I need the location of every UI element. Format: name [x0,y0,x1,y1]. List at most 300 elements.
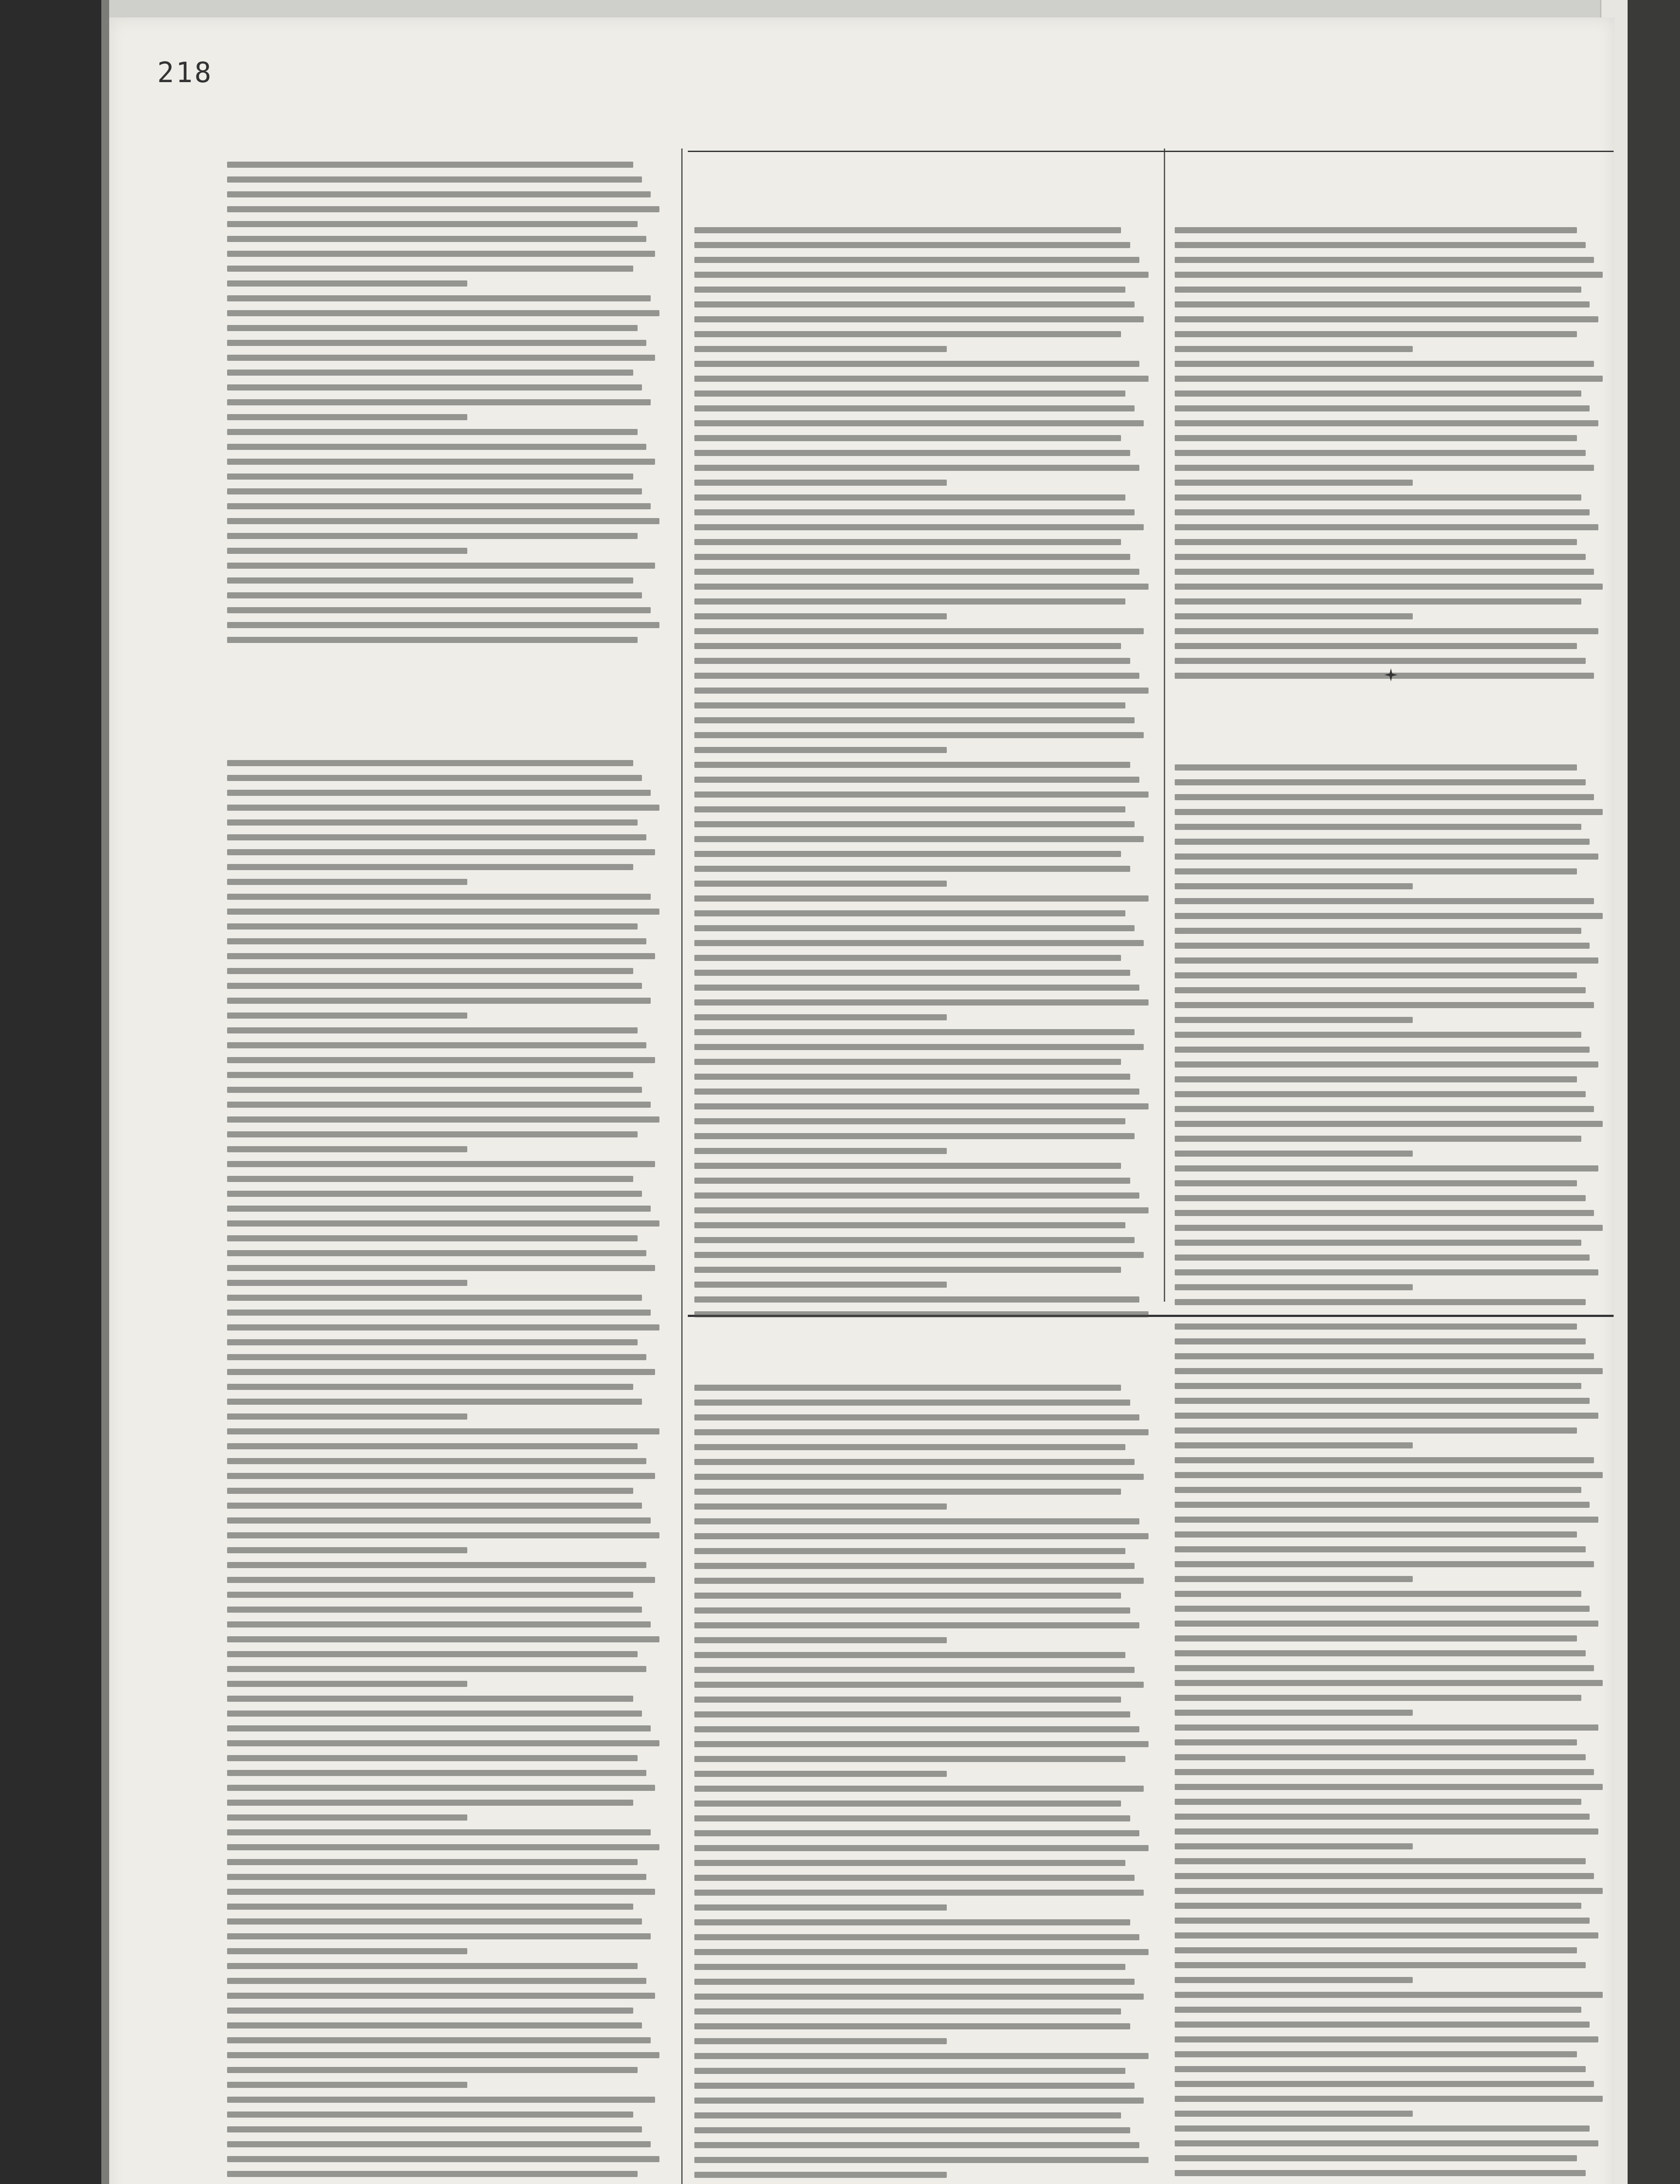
text-line-placeholder [1175,1517,1598,1523]
text-line-placeholder [1175,2022,1590,2028]
text-line-placeholder [694,346,947,352]
text-line-placeholder [227,1369,655,1375]
text-line-placeholder [1175,584,1603,590]
text-line-placeholder [1175,1932,1598,1939]
text-line-placeholder [694,1222,1125,1228]
text-line-placeholder [227,162,633,168]
text-line-placeholder [1175,361,1594,367]
text-line-placeholder [227,909,659,915]
text-line-placeholder [1175,1427,1577,1434]
text-line-placeholder [694,1741,1149,1747]
text-line-placeholder [1175,987,1586,993]
text-line-placeholder [694,465,1139,471]
text-line-placeholder [227,1399,642,1405]
text-line-placeholder [1175,2111,1413,2117]
text-line-placeholder [1175,839,1590,845]
text-line-placeholder [1175,1413,1598,1419]
text-line-placeholder [227,819,638,826]
text-line-placeholder [1175,1828,1598,1835]
text-line-placeholder [1175,316,1598,322]
text-line-placeholder [1175,272,1603,278]
text-line-placeholder [227,1562,646,1568]
text-line-placeholder [694,2068,1125,2074]
text-line-placeholder [227,790,651,796]
text-line-placeholder [694,955,1121,961]
text-line-placeholder [1175,1784,1603,1790]
text-line-placeholder [1175,450,1586,456]
text-line-placeholder [227,1458,646,1464]
text-line-placeholder [227,1220,659,1227]
text-line-placeholder [1175,1502,1590,1508]
text-line-placeholder [227,1651,638,1657]
text-line-placeholder [227,1384,633,1390]
text-line-placeholder [1175,1136,1581,1142]
text-line-placeholder [1175,809,1603,815]
text-line-placeholder [1175,2051,1577,2057]
text-line-placeholder [227,805,659,811]
text-line-placeholder [227,1933,651,1939]
text-line-placeholder [694,1444,1125,1450]
text-line-placeholder [694,1133,1135,1139]
text-line-placeholder [694,480,947,486]
text-line-placeholder [1175,1635,1577,1641]
text-line-placeholder [694,688,1149,694]
text-line-placeholder [1175,779,1586,785]
text-line-placeholder [694,1697,1121,1703]
text-line-placeholder [1175,1121,1603,1127]
text-line-placeholder [694,777,1139,783]
text-line-placeholder [694,1652,1125,1658]
text-line-placeholder [694,2172,947,2178]
text-line-placeholder [1175,1576,1413,1582]
text-line-placeholder [1175,242,1586,248]
text-line-placeholder [694,1429,1149,1435]
text-line-placeholder [1175,854,1598,860]
text-line-placeholder [227,251,655,257]
text-line-placeholder [227,2067,638,2073]
text-line-placeholder [227,1503,642,1509]
text-line-placeholder [227,607,651,613]
scan-binding-edge [101,0,109,2184]
text-line-placeholder [694,2157,1149,2163]
text-line-placeholder [694,435,1121,441]
text-line-placeholder [227,370,633,376]
text-line-placeholder [694,613,947,619]
text-line-placeholder [227,1621,651,1628]
text-line-placeholder [227,1265,655,1271]
text-line-placeholder [1175,943,1590,949]
column-rule-left [681,149,683,2184]
text-line-placeholder [227,1829,651,1835]
text-line-placeholder [1175,376,1603,382]
text-line-placeholder [694,1503,947,1510]
text-line-placeholder [1175,957,1598,964]
text-line-placeholder [694,361,1139,367]
text-line-placeholder [227,1413,467,1420]
text-line-placeholder [1175,1769,1594,1775]
text-line-placeholder [227,760,633,766]
text-line-placeholder [1175,1739,1577,1745]
text-line-placeholder [1175,883,1413,889]
text-line-placeholder [227,592,642,598]
text-line-placeholder [1175,1254,1590,1261]
text-line-placeholder [1175,1240,1581,1246]
text-line-placeholder [694,2008,1121,2015]
text-line-placeholder [694,1029,1135,1035]
text-line-placeholder [227,1042,646,1048]
text-line-placeholder [694,1237,1135,1243]
text-line-placeholder [694,702,1125,708]
text-line-placeholder [694,509,1135,515]
text-line-placeholder [1175,1195,1586,1201]
section-rule-top [688,151,1614,152]
text-line-placeholder [227,1027,638,1033]
article-pferd-body-right [1175,227,1607,688]
text-line-placeholder [1175,1269,1598,1275]
text-line-placeholder [1175,390,1581,397]
text-line-placeholder [694,494,1125,501]
article-obstbau-body [227,760,664,2184]
text-line-placeholder [1175,405,1590,411]
text-line-placeholder [1175,824,1581,830]
text-line-placeholder [227,1206,651,1212]
text-line-placeholder [1175,1353,1594,1359]
text-line-placeholder [227,1295,642,1301]
text-line-placeholder [227,2037,651,2043]
text-line-placeholder [1175,2081,1594,2087]
text-line-placeholder [227,637,638,643]
text-line-placeholder [227,938,646,944]
text-line-placeholder [694,405,1135,411]
text-line-placeholder [227,1607,642,1613]
article-stickstoff-body-left [694,1385,1153,2184]
text-line-placeholder [1175,1992,1603,1998]
text-line-placeholder [694,1578,1144,1584]
text-line-placeholder [694,643,1121,649]
text-line-placeholder [694,1845,1149,1851]
text-line-placeholder [694,1282,947,1288]
text-line-placeholder [694,1163,1121,1169]
text-line-placeholder [227,399,651,405]
text-line-placeholder [1175,1284,1413,1290]
text-line-placeholder [694,554,1130,560]
text-line-placeholder [1175,480,1413,486]
text-line-placeholder [1175,1338,1586,1344]
text-line-placeholder [1175,1457,1594,1463]
text-line-placeholder [694,1622,1139,1628]
text-line-placeholder [1175,1799,1581,1805]
text-line-placeholder [694,420,1144,426]
text-line-placeholder [694,1252,1144,1258]
text-line-placeholder [694,227,1121,233]
text-line-placeholder [227,1428,659,1434]
text-line-placeholder [1175,1442,1413,1448]
text-line-placeholder [227,1161,655,1167]
text-line-placeholder [1175,1843,1413,1849]
text-line-placeholder [227,1592,633,1598]
text-line-placeholder [1175,1546,1586,1552]
text-line-placeholder [1175,1531,1577,1538]
text-line-placeholder [227,1889,655,1895]
text-line-placeholder [1175,658,1586,664]
text-line-placeholder [694,732,1144,738]
text-line-placeholder [694,925,1135,931]
text-line-placeholder [227,1963,638,1969]
text-line-placeholder [1175,1754,1586,1760]
text-line-placeholder [1175,1165,1598,1171]
text-line-placeholder [227,488,642,494]
text-line-placeholder [1175,331,1577,337]
text-line-placeholder [227,1725,651,1731]
text-line-placeholder [694,1593,1121,1599]
text-line-placeholder [227,236,646,242]
text-line-placeholder [227,1859,638,1865]
text-line-placeholder [1175,465,1594,471]
text-line-placeholder [1175,257,1594,263]
text-line-placeholder [227,1354,646,1360]
text-line-placeholder [694,1979,1135,1985]
text-line-placeholder [227,1532,659,1538]
text-line-placeholder [1175,1873,1594,1879]
text-line-placeholder [227,1339,638,1345]
text-line-placeholder [1175,1918,1590,1924]
text-line-placeholder [694,1682,1144,1688]
text-line-placeholder [694,1637,947,1643]
text-line-placeholder [227,1310,651,1316]
article-studienreisen-body [1175,764,1607,1314]
text-line-placeholder [1175,1814,1590,1820]
text-line-placeholder [227,1918,642,1925]
text-line-placeholder [694,1074,1130,1080]
text-line-placeholder [227,1696,633,1702]
text-line-placeholder [227,295,651,301]
text-line-placeholder [694,1148,947,1154]
text-line-placeholder [694,821,1135,827]
text-line-placeholder [1175,1903,1581,1909]
text-line-placeholder [227,1191,642,1197]
text-line-placeholder [227,834,646,840]
text-line-placeholder [1175,227,1577,233]
text-line-placeholder [227,1176,633,1182]
text-line-placeholder [227,1785,655,1791]
text-line-placeholder [694,1904,947,1911]
text-line-placeholder [227,325,638,331]
text-line-placeholder [227,429,638,435]
text-line-placeholder [1175,1151,1413,1157]
text-line-placeholder [227,1131,638,1137]
text-line-placeholder [694,673,1139,679]
text-line-placeholder [1175,509,1590,515]
text-line-placeholder [694,1934,1139,1940]
text-line-placeholder [694,1860,1125,1866]
text-line-placeholder [694,1949,1149,1955]
text-line-placeholder [227,1473,655,1479]
text-line-placeholder [1175,2170,1586,2176]
text-line-placeholder [227,1948,467,1954]
text-line-placeholder [227,1800,633,1806]
text-line-placeholder [1175,569,1594,575]
text-line-placeholder [227,1681,467,1687]
text-line-placeholder [1175,435,1577,441]
text-line-placeholder [694,1014,947,1020]
text-line-placeholder [1175,1472,1603,1478]
text-line-placeholder [1175,301,1590,308]
text-line-placeholder [227,1072,633,1078]
text-line-placeholder [227,953,655,959]
text-line-placeholder [1175,1695,1581,1701]
text-line-placeholder [694,658,1130,664]
text-line-placeholder [694,1089,1139,1095]
text-line-placeholder [694,287,1125,293]
text-line-placeholder [227,2022,642,2028]
text-line-placeholder [1175,913,1603,919]
text-line-placeholder [1175,494,1581,501]
column-rule-right-upper [1164,149,1165,1302]
text-line-placeholder [1175,1210,1594,1216]
text-line-placeholder [694,2023,1130,2029]
text-line-placeholder [694,1994,1144,2000]
text-line-placeholder [694,1607,1130,1614]
text-line-placeholder [694,1311,1149,1317]
text-line-placeholder [694,450,1130,456]
text-line-placeholder [1175,524,1598,530]
text-line-placeholder [227,1547,467,1553]
text-line-placeholder [694,1533,1149,1539]
text-line-placeholder [1175,1091,1586,1097]
text-line-placeholder [1175,346,1413,352]
text-line-placeholder [227,2156,659,2162]
text-line-placeholder [227,1577,655,1583]
text-line-placeholder [1175,554,1586,560]
text-line-placeholder [227,1904,633,1910]
text-line-placeholder [227,384,642,390]
text-line-placeholder [1175,1710,1413,1716]
text-line-placeholder [227,2082,467,2088]
text-line-placeholder [694,257,1139,263]
text-line-placeholder [694,1474,1144,1480]
text-line-placeholder [1175,1032,1581,1038]
text-line-placeholder [1175,1324,1577,1330]
text-line-placeholder [227,1666,646,1672]
text-line-placeholder [694,2112,1121,2118]
text-line-placeholder [1175,1398,1590,1404]
text-line-placeholder [694,539,1121,545]
text-line-placeholder [1175,1977,1413,1983]
text-line-placeholder [1175,1061,1598,1068]
text-line-placeholder [694,2142,1139,2148]
text-line-placeholder [1175,898,1594,904]
text-line-placeholder [694,1756,1125,1762]
text-line-placeholder [694,970,1130,976]
text-line-placeholder [227,1770,646,1776]
text-line-placeholder [694,301,1135,308]
text-line-placeholder [694,1800,1121,1807]
text-line-placeholder [227,864,633,870]
text-line-placeholder [1175,1487,1581,1493]
text-line-placeholder [694,390,1125,397]
text-line-placeholder [1175,1858,1586,1864]
text-line-placeholder [227,849,655,855]
text-line-placeholder [694,2053,1149,2059]
text-line-placeholder [227,1636,659,1642]
text-line-placeholder [227,206,659,212]
text-line-placeholder [227,1013,467,1019]
text-line-placeholder [227,1102,651,1108]
text-line-placeholder [694,316,1144,322]
text-line-placeholder [694,331,1121,337]
text-line-placeholder [227,503,651,509]
text-line-placeholder [694,717,1135,723]
text-line-placeholder [1175,1665,1594,1671]
text-line-placeholder [694,1711,1130,1717]
text-line-placeholder [694,1875,1135,1881]
text-line-placeholder [694,881,947,887]
text-line-placeholder [227,2111,633,2118]
asterism-ornament [1384,668,1397,681]
text-line-placeholder [227,1993,655,1999]
text-line-placeholder [227,1874,646,1880]
text-line-placeholder [1175,1962,1586,1968]
text-line-placeholder [694,866,1130,872]
text-line-placeholder [1175,928,1581,934]
text-line-placeholder [227,1755,638,1761]
text-line-placeholder [1175,643,1577,649]
text-line-placeholder [1175,1606,1590,1612]
text-line-placeholder [1175,868,1577,874]
text-line-placeholder [694,1207,1149,1213]
text-line-placeholder [694,1044,1144,1050]
text-line-placeholder [694,1414,1139,1420]
text-line-placeholder [1175,1076,1577,1082]
text-line-placeholder [694,1548,1125,1554]
text-line-placeholder [694,1786,1144,1792]
text-line-placeholder [1175,2096,1603,2102]
text-line-placeholder [227,533,638,539]
text-line-placeholder [1175,1106,1594,1112]
text-line-placeholder [1175,420,1598,426]
text-line-placeholder [694,851,1121,857]
article-stickstoff-body-right [1175,1324,1607,2184]
text-line-placeholder [227,1517,651,1524]
text-line-placeholder [1175,1621,1598,1627]
text-line-placeholder [227,563,655,569]
text-line-placeholder [694,1267,1121,1273]
text-line-placeholder [227,775,642,781]
text-line-placeholder [227,459,655,465]
text-line-placeholder [1175,794,1594,800]
text-line-placeholder [694,1489,1121,1495]
text-line-placeholder [1175,2155,1577,2161]
text-line-placeholder [694,272,1149,278]
text-line-placeholder [1175,764,1577,771]
text-line-placeholder [1175,598,1581,605]
text-line-placeholder [1175,1591,1581,1597]
text-line-placeholder [694,1400,1130,1406]
text-line-placeholder [694,598,1125,605]
text-line-placeholder [694,762,1130,768]
text-line-placeholder [1175,539,1577,545]
article-left-top-body [227,162,664,652]
article-pferd-body-left [694,227,1153,1326]
text-line-placeholder [227,983,642,989]
scan-border-left [0,0,101,2184]
text-line-placeholder [694,791,1149,798]
text-line-placeholder [694,1385,1121,1391]
text-line-placeholder [227,2097,655,2103]
text-line-placeholder [694,1830,1139,1836]
text-line-placeholder [694,1118,1125,1124]
text-line-placeholder [694,747,947,753]
